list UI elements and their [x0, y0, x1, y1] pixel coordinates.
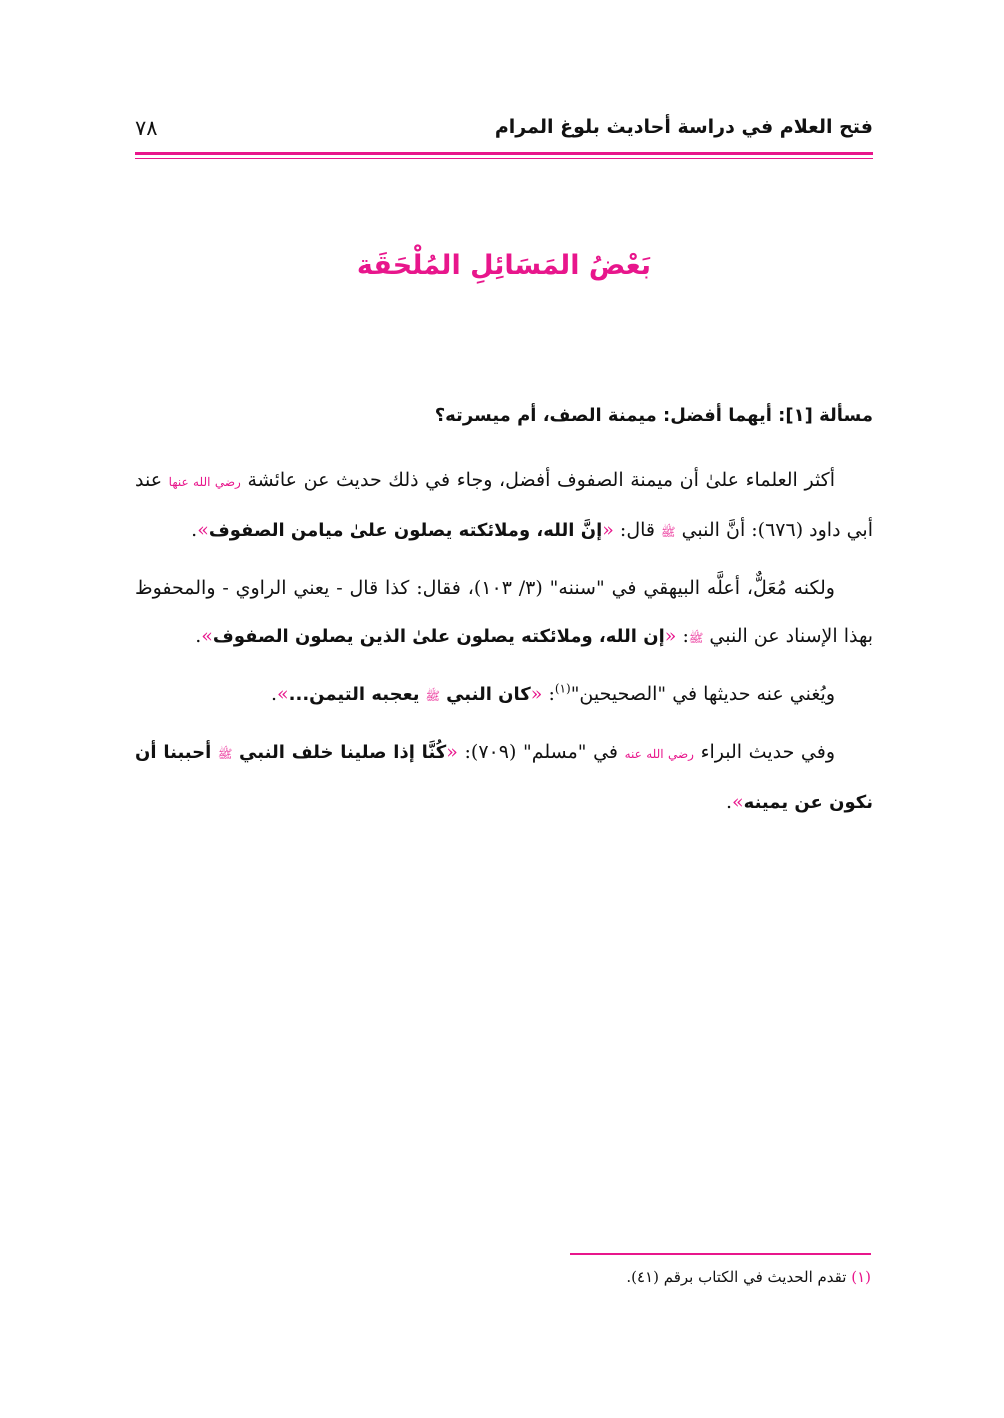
footnote-number: (١): [851, 1268, 871, 1286]
question-text: أيهما أفضل: ميمنة الصف، أم ميسرته؟: [434, 405, 772, 426]
text-span: :: [682, 625, 689, 647]
header-rule-thick: [135, 152, 873, 155]
hadith-quote: أحببنا أن نكون عن يمينه: [135, 742, 873, 813]
header-rule-thin: [135, 158, 873, 159]
footnote: [135, 1268, 871, 1286]
hadith-quote: يعجبه التيمن...: [288, 684, 420, 705]
quote-mark: »: [277, 683, 289, 705]
paragraph-3: [135, 670, 873, 720]
honorific-glyph: رضي الله عنه: [624, 747, 694, 761]
main-text: [135, 392, 873, 835]
text-span: عند أبي داود (٦٧٦): أنَّ النبي: [135, 469, 873, 541]
honorific-glyph: رضي الله عنها: [168, 475, 241, 489]
hadith-quote: كُنَّا إذا صلينا خلف النبي: [239, 742, 447, 763]
honorific-glyph: ﷺ: [425, 689, 441, 703]
footnote-separator: [570, 1253, 871, 1255]
section-title: بَعْضُ المَسَائِلِ المُلْحَقَة: [356, 250, 652, 281]
text-span: وفي حديث البراء: [700, 741, 836, 763]
running-header: [135, 112, 873, 150]
honorific-glyph: ﷺ: [688, 631, 704, 645]
hadith-quote: إنَّ الله، وملائكته يصلون علىٰ ميامن الصفوف: [208, 520, 603, 541]
quote-mark: «: [664, 625, 677, 647]
text-span: ويُغني عنه حديثها في "الصحيحين": [570, 683, 835, 705]
footnote-reference[interactable]: (١): [554, 681, 571, 696]
hadith-quote: كان النبي: [446, 684, 531, 705]
text-span: :: [548, 683, 555, 705]
paragraph-4: [135, 728, 873, 827]
quote-mark: »: [197, 519, 209, 541]
question-heading: [135, 392, 873, 440]
footnote-text: تقدم الحديث في الكتاب برقم (٤١).: [626, 1268, 847, 1286]
quote-mark: «: [530, 683, 543, 705]
text-span: .: [195, 625, 202, 647]
quote-mark: «: [446, 741, 458, 763]
book-title: فتح العلام في دراسة أحاديث بلوغ المرام: [494, 116, 873, 138]
honorific-glyph: ﷺ: [661, 525, 676, 539]
text-span: في "مسلم" (٧٠٩):: [464, 741, 619, 763]
text-span: قال:: [619, 519, 655, 541]
text-span: ولكنه مُعَلٌّ، أعلَّه البيهقي في "سننه" (٣/ ١٠٣)، فقال: كذا قال - يعني الراوي - والمحفوظ بهذا الإسناد عن النبي: [135, 577, 873, 647]
paragraph-2: [135, 564, 873, 662]
text-span: .: [725, 791, 733, 813]
quote-mark: »: [201, 625, 213, 647]
text-span: أكثر العلماء علىٰ أن ميمنة الصفوف أفضل، وجاء في ذلك حديث عن عائشة: [247, 469, 835, 491]
page-number: ٧٨: [135, 116, 158, 140]
text-span: .: [270, 683, 278, 705]
text-span: .: [191, 519, 198, 541]
honorific-glyph: ﷺ: [217, 747, 233, 761]
quote-mark: «: [602, 519, 614, 541]
hadith-quote: إن الله، وملائكته يصلون علىٰ الذين يصلون الصفوف: [212, 626, 665, 647]
question-label: مسألة [١]:: [778, 405, 873, 426]
paragraph-1: [135, 456, 873, 556]
quote-mark: »: [732, 791, 744, 813]
